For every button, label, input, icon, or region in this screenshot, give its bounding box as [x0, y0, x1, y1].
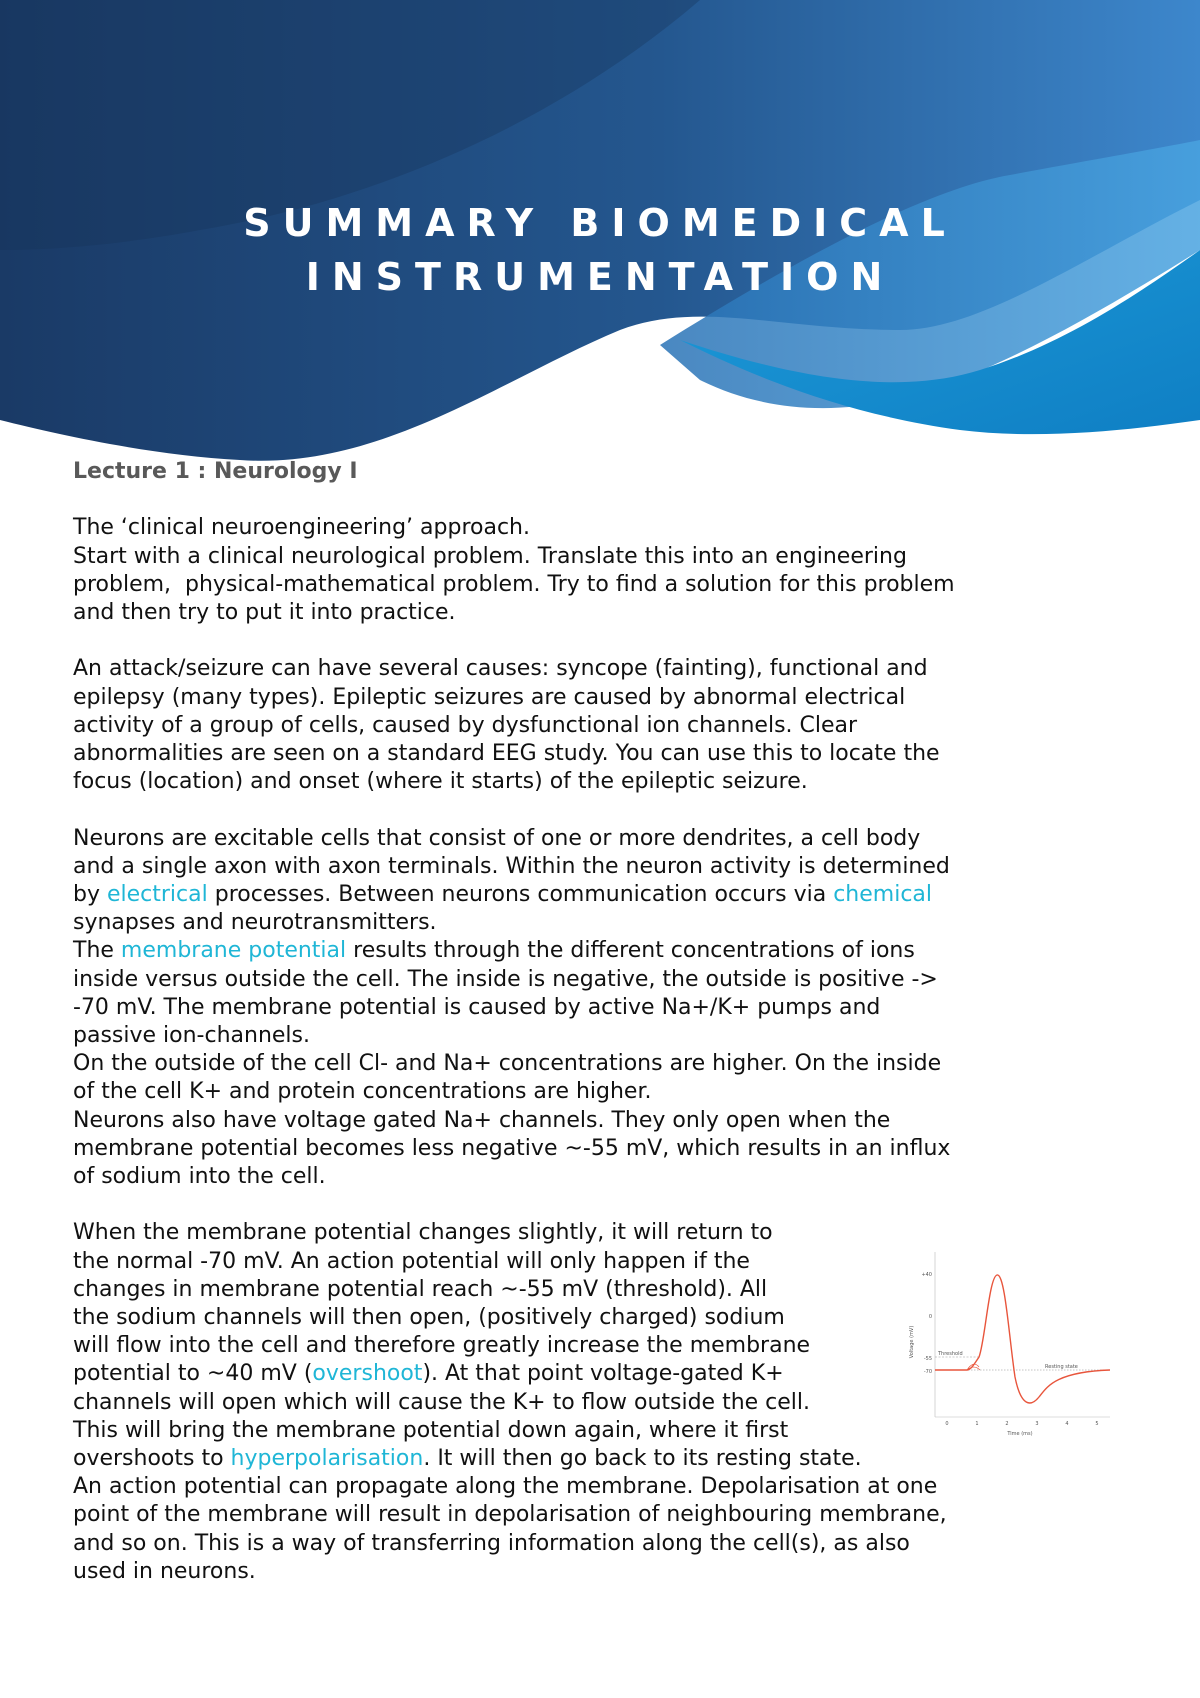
text-line: of the cell K+ and protein concentrations are higher.	[73, 1079, 652, 1105]
x-tick-label: 2	[1005, 1421, 1009, 1427]
text-line: activity of a group of cells, caused by dysfunctional ion channels. Clear	[73, 712, 858, 738]
text-line: used in neurons.	[73, 1558, 256, 1584]
action-potential-figure	[905, 1247, 1115, 1442]
text-line: Start with a clinical neurological problem. Translate this into an engineering	[73, 543, 907, 569]
text-line: inside versus outside the cell. The inside is negative, the outside is positive ->	[73, 966, 938, 992]
text-line: -70 mV. The membrane potential is caused by active Na+/K+ pumps and	[73, 994, 881, 1020]
y-tick-label: -55	[923, 1356, 932, 1362]
text-line: membrane potential becomes less negative ~-55 mV, which results in an influx	[73, 1135, 951, 1161]
text-line: The ‘clinical neuroengineering’ approach.	[73, 515, 530, 541]
resting-state-label: Resting state	[1045, 1364, 1078, 1370]
y-tick-label: -70	[923, 1369, 932, 1375]
text-line: and a single axon with axon terminals. Within the neuron activity is determined	[73, 853, 950, 879]
highlight-term: electrical	[106, 882, 208, 907]
text-run: ). At that point voltage-gated K+	[422, 1361, 784, 1387]
text-run: results through the different concentrations of ions	[346, 938, 915, 964]
highlight-term: overshoot	[312, 1361, 423, 1387]
text-line: channels will open which will cause the K+ to flow outside the cell.	[73, 1389, 811, 1415]
text-line: will flow into the cell and therefore greatly increase the membrane	[73, 1333, 811, 1359]
paragraph-neurons	[73, 825, 1073, 1192]
text-line: When the membrane potential changes slightly, it will return to	[73, 1220, 773, 1246]
text-line: the sodium channels will then open, (positively charged) sodium	[73, 1305, 785, 1331]
y-tick-label: 0	[928, 1314, 932, 1320]
x-axis-label: Time (ms)	[1007, 1431, 1033, 1437]
text-run: overshoots to	[73, 1446, 231, 1472]
text-run: processes. Between neurons communication occurs via	[207, 882, 834, 907]
highlight-term: chemical	[833, 882, 933, 907]
text-line: point of the membrane will result in depolarisation of neighbouring membrane,	[73, 1502, 947, 1528]
x-tick-label: 1	[975, 1421, 979, 1427]
highlight-term: hyperpolarisation	[230, 1446, 424, 1472]
threshold-label: Threshold	[938, 1351, 963, 1357]
text-line: passive ion-channels.	[73, 1023, 310, 1049]
text-line: changes in membrane potential reach ~-55 mV (threshold). All	[73, 1276, 768, 1302]
document-title	[0, 196, 1200, 304]
text-line: This will bring the membrane potential down again, where it first	[73, 1417, 789, 1443]
x-tick-label: 5	[1095, 1421, 1099, 1427]
title-line-2: INSTRUMENTATION	[305, 255, 895, 299]
highlight-term: membrane potential	[120, 938, 347, 964]
text-line: On the outside of the cell Cl- and Na+ concentrations are higher. On the inside	[73, 1051, 942, 1077]
text-line: Neurons also have voltage gated Na+ channels. They only open when the	[73, 1107, 891, 1133]
title-line-1: SUMMARY BIOMEDICAL	[243, 201, 957, 245]
text-line: focus (location) and onset (where it starts) of the epileptic seizure.	[73, 769, 808, 795]
x-tick-label: 3	[1035, 1421, 1039, 1427]
text-run: by	[73, 882, 107, 907]
y-axis-label: Voltage (mV)	[909, 1325, 915, 1359]
paragraph-seizure	[73, 655, 1073, 796]
y-tick-label: +40	[921, 1272, 932, 1278]
text-line: and so on. This is a way of transferring information along the cell(s), as also	[73, 1530, 910, 1556]
text-line	[73, 881, 1073, 909]
x-tick-label: 4	[1065, 1421, 1069, 1427]
text-line: problem, physical-mathematical problem. Try to find a solution for this problem	[73, 571, 955, 597]
text-line	[73, 1445, 1073, 1473]
x-tick-label: 0	[945, 1421, 949, 1427]
text-line: An attack/seizure can have several causes: syncope (fainting), functional and	[73, 656, 928, 682]
text-line: abnormalities are seen on a standard EEG study. You can use this to locate the	[73, 741, 940, 766]
text-run: . It will then go back to its resting state.	[423, 1446, 862, 1472]
text-line: An action potential can propagate along the membrane. Depolarisation at one	[73, 1474, 938, 1500]
lecture-heading: Lecture 1 : Neurology I	[73, 459, 358, 484]
text-run: The	[73, 938, 121, 964]
text-line: Neurons are excitable cells that consist of one or more dendrites, a cell body	[73, 825, 921, 851]
text-line: the normal -70 mV. An action potential will only happen if the	[73, 1248, 750, 1274]
text-line: epilepsy (many types). Epileptic seizures are caused by abnormal electrical	[73, 684, 906, 710]
text-line: synapses and neurotransmitters.	[73, 910, 437, 936]
text-run: potential to ~40 mV (	[73, 1361, 313, 1387]
text-line: of sodium into the cell.	[73, 1164, 326, 1190]
text-line: and then try to put it into practice.	[73, 600, 456, 625]
text-line	[73, 937, 1073, 965]
paragraph-approach	[73, 514, 1073, 627]
